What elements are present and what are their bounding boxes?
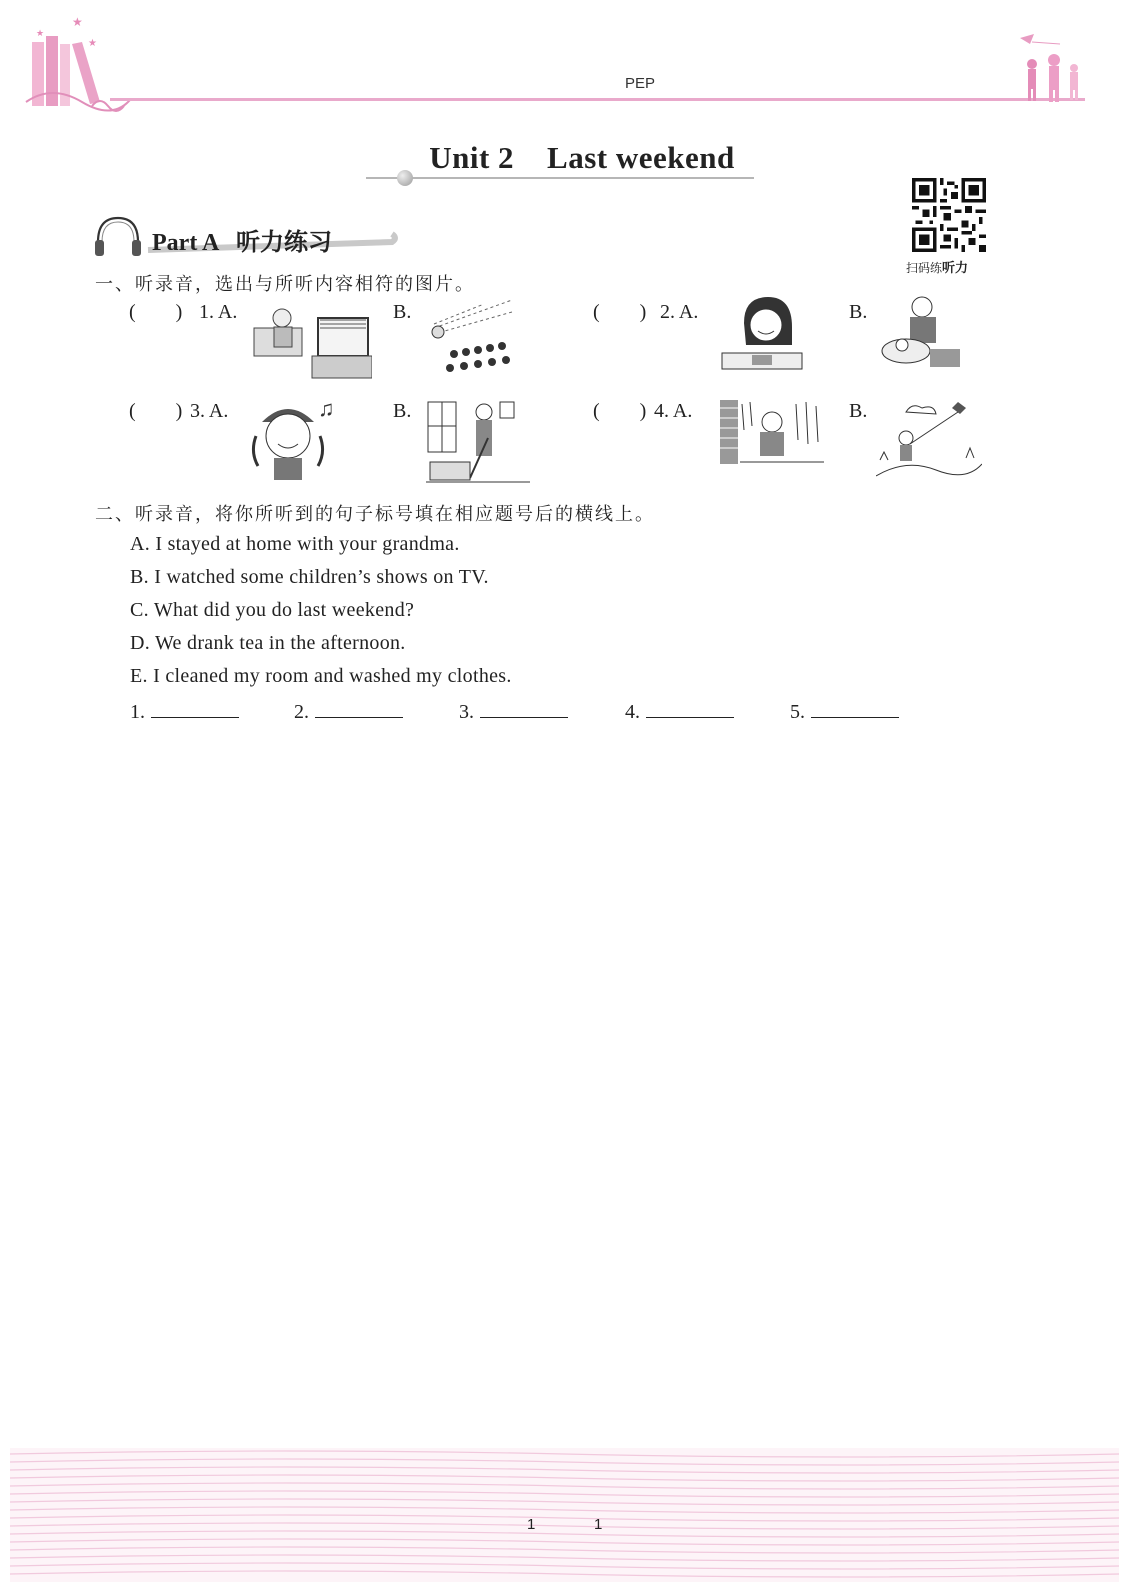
blank-number: 3.	[459, 701, 474, 723]
answer-paren-3[interactable]: ( )	[129, 400, 183, 422]
svg-text:★: ★	[36, 28, 45, 38]
answer-blank-5[interactable]	[790, 699, 899, 724]
title-bullet	[397, 170, 413, 186]
title-underline	[366, 177, 754, 179]
item-1-label-b: B.	[393, 301, 412, 323]
answer-blank-1[interactable]	[130, 699, 239, 724]
sentence-c: C. What did you do last weekend?	[130, 599, 415, 621]
unit-title: Unit 2 Last weekend	[429, 140, 735, 175]
footer-wave-band	[10, 1448, 1119, 1582]
girl-doing-homework-picture-icon[interactable]	[716, 293, 808, 375]
question-2-heading: 二、听录音，将你所听到的句子标号填在相应题号后的横线上。	[95, 504, 655, 525]
rainy-window-picture-icon[interactable]	[720, 400, 824, 464]
blank-number: 5.	[790, 701, 805, 723]
books-decoration-icon	[22, 14, 132, 118]
answer-blank-4[interactable]	[625, 699, 734, 724]
question-1-heading: 一、听录音，选出与所听内容相符的图片。	[95, 274, 475, 295]
cinema-audience-picture-icon[interactable]	[424, 298, 516, 380]
item-3-label-a: 3. A.	[190, 400, 229, 422]
page-number-right: 1	[594, 1516, 603, 1533]
blank-line[interactable]	[646, 699, 734, 718]
item-1-label-a: 1. A.	[199, 301, 238, 323]
blank-line[interactable]	[315, 699, 403, 718]
item-2-label-b: B.	[849, 301, 868, 323]
qr-caption-bold: 听力	[942, 261, 969, 276]
cleaning-room-picture-icon[interactable]	[426, 398, 530, 484]
blank-number: 4.	[625, 701, 640, 723]
blank-number: 1.	[130, 701, 145, 723]
answer-paren-4[interactable]: ( )	[593, 400, 647, 422]
item-2-label-a: 2. A.	[660, 301, 699, 323]
item-4-label-b: B.	[849, 400, 868, 422]
qr-code-icon[interactable]	[912, 178, 986, 252]
answer-blank-3[interactable]	[459, 699, 568, 724]
sentence-a: A. I stayed at home with your grandma.	[130, 533, 460, 555]
sentence-d: D. We drank tea in the afternoon.	[130, 632, 406, 654]
watching-tv-picture-icon[interactable]	[252, 298, 372, 380]
washing-clothes-picture-icon[interactable]	[880, 293, 966, 377]
kids-kite-decoration-icon	[1012, 32, 1092, 104]
svg-text:★: ★	[88, 38, 97, 49]
sentence-e: E. I cleaned my room and washed my clothes.	[130, 665, 512, 687]
answer-paren-2[interactable]: ( )	[593, 301, 647, 323]
flying-kite-picture-icon[interactable]	[876, 398, 982, 482]
sentence-b: B. I watched some children’s shows on TV.	[130, 566, 489, 588]
girl-listening-music-picture-icon[interactable]	[248, 396, 348, 484]
svg-text:♫: ♫	[318, 396, 335, 421]
blank-number: 2.	[294, 701, 309, 723]
blank-line[interactable]	[811, 699, 899, 718]
blank-line[interactable]	[480, 699, 568, 718]
svg-text:★: ★	[72, 15, 83, 29]
header-rule	[110, 98, 1085, 101]
answer-paren-1[interactable]: ( )	[129, 301, 183, 323]
section-label: Part A 听力练习	[152, 230, 332, 256]
blank-line[interactable]	[151, 699, 239, 718]
item-3-label-b: B.	[393, 400, 412, 422]
series-label: PEP	[625, 75, 656, 92]
item-4-label-a: 4. A.	[654, 400, 693, 422]
qr-caption-prefix: 扫码练	[906, 261, 943, 275]
answer-blank-2[interactable]	[294, 699, 403, 724]
page-number-left: 1	[527, 1516, 536, 1533]
qr-caption	[906, 257, 968, 276]
